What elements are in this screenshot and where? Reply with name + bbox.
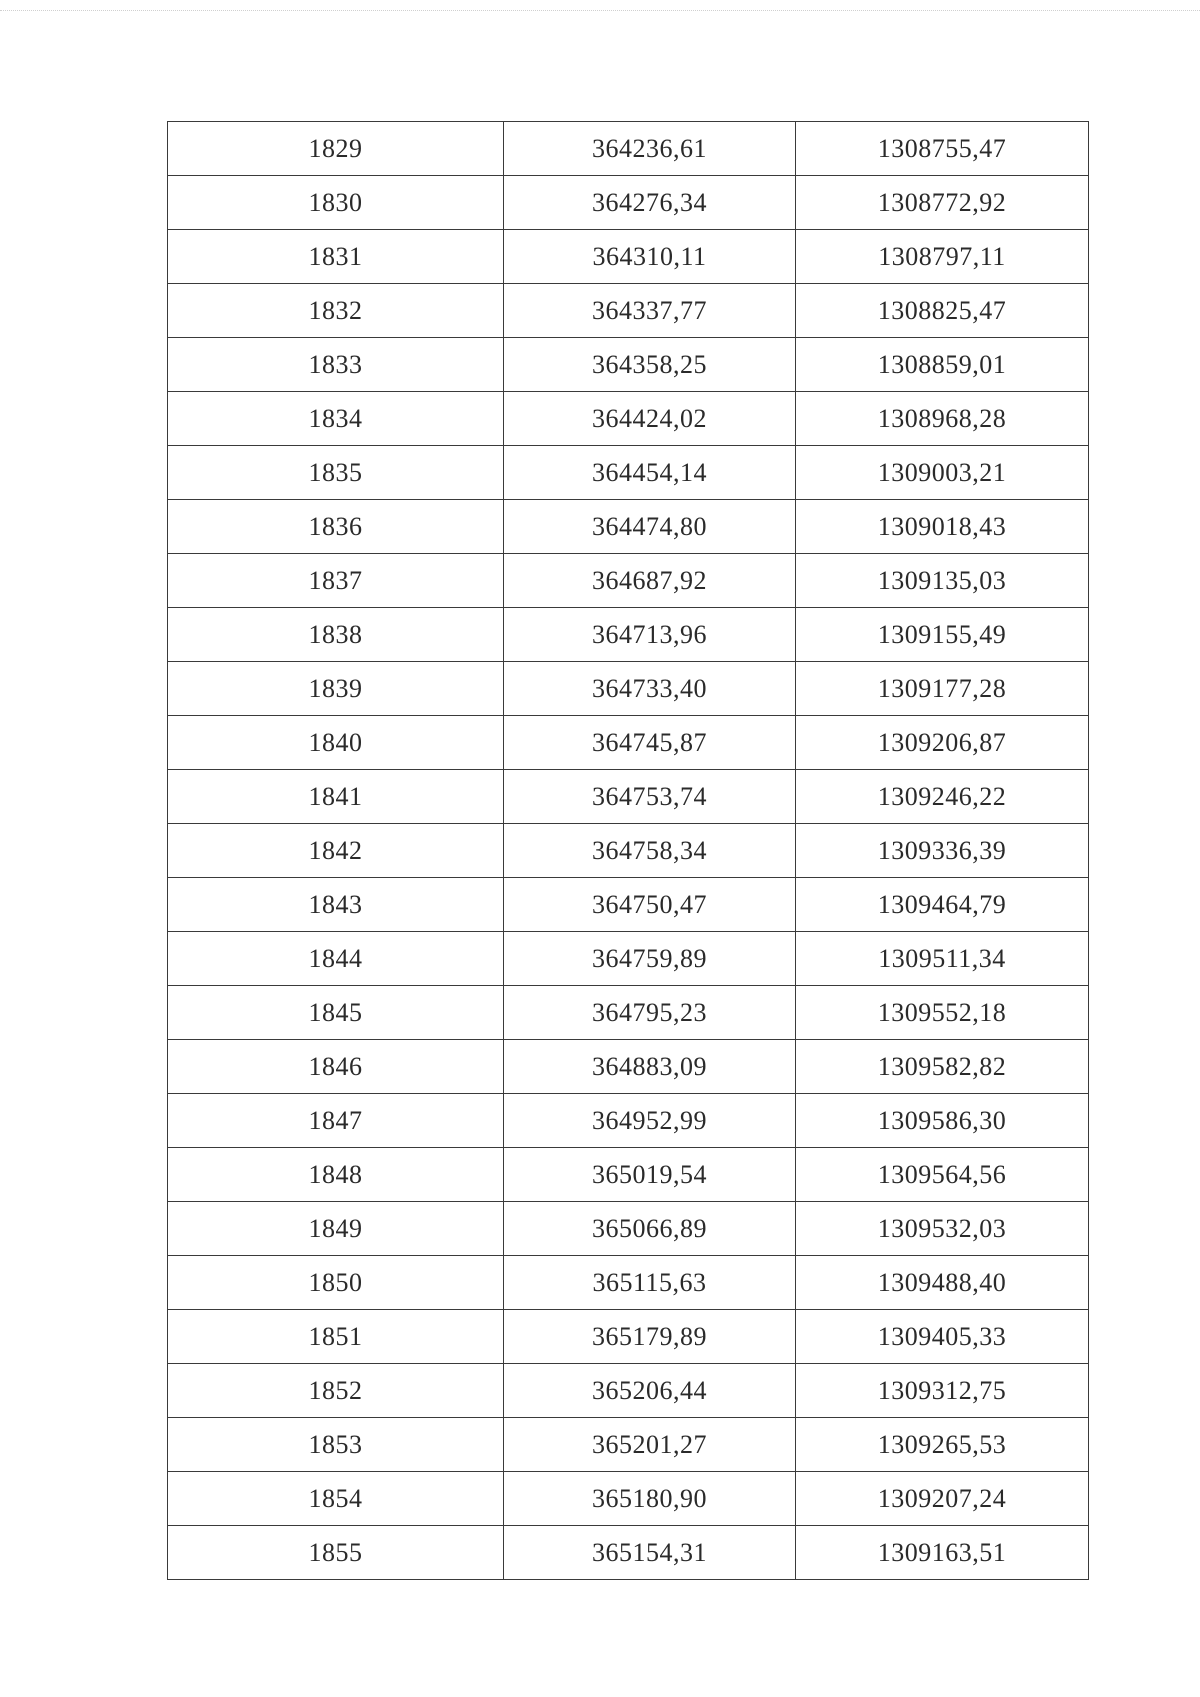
- point-number-cell: 1854: [168, 1472, 504, 1526]
- x-coordinate-cell: 364758,34: [504, 824, 796, 878]
- x-coordinate-cell: 364424,02: [504, 392, 796, 446]
- table-row: [168, 284, 1089, 338]
- x-coordinate-cell: 364795,23: [504, 986, 796, 1040]
- point-number-cell: 1843: [168, 878, 504, 932]
- table-row: [168, 1364, 1089, 1418]
- y-coordinate-cell: 1309155,49: [796, 608, 1089, 662]
- table-row: [168, 1040, 1089, 1094]
- point-number-cell: 1836: [168, 500, 504, 554]
- x-coordinate-cell: 364759,89: [504, 932, 796, 986]
- y-coordinate-cell: 1308968,28: [796, 392, 1089, 446]
- x-coordinate-cell: 364687,92: [504, 554, 796, 608]
- table-row: [168, 1094, 1089, 1148]
- y-coordinate-cell: 1308797,11: [796, 230, 1089, 284]
- y-coordinate-cell: 1309177,28: [796, 662, 1089, 716]
- x-coordinate-cell: 364310,11: [504, 230, 796, 284]
- x-coordinate-cell: 364745,87: [504, 716, 796, 770]
- table-row: [168, 122, 1089, 176]
- point-number-cell: 1837: [168, 554, 504, 608]
- table-row: [168, 1310, 1089, 1364]
- table-row: [168, 338, 1089, 392]
- point-number-cell: 1835: [168, 446, 504, 500]
- point-number-cell: 1849: [168, 1202, 504, 1256]
- point-number-cell: 1847: [168, 1094, 504, 1148]
- y-coordinate-cell: 1309464,79: [796, 878, 1089, 932]
- point-number-cell: 1855: [168, 1526, 504, 1580]
- table-row: [168, 554, 1089, 608]
- y-coordinate-cell: 1309488,40: [796, 1256, 1089, 1310]
- table-row: [168, 1256, 1089, 1310]
- x-coordinate-cell: 364337,77: [504, 284, 796, 338]
- x-coordinate-cell: 364276,34: [504, 176, 796, 230]
- y-coordinate-cell: 1309511,34: [796, 932, 1089, 986]
- point-number-cell: 1852: [168, 1364, 504, 1418]
- table-row: [168, 878, 1089, 932]
- x-coordinate-cell: 365154,31: [504, 1526, 796, 1580]
- y-coordinate-cell: 1309564,56: [796, 1148, 1089, 1202]
- table-row: [168, 176, 1089, 230]
- y-coordinate-cell: 1308825,47: [796, 284, 1089, 338]
- table-row: [168, 1526, 1089, 1580]
- table-row: [168, 770, 1089, 824]
- table-row: [168, 1148, 1089, 1202]
- x-coordinate-cell: 364753,74: [504, 770, 796, 824]
- y-coordinate-cell: 1308755,47: [796, 122, 1089, 176]
- point-number-cell: 1839: [168, 662, 504, 716]
- table-row: [168, 446, 1089, 500]
- y-coordinate-cell: 1309265,53: [796, 1418, 1089, 1472]
- point-number-cell: 1831: [168, 230, 504, 284]
- point-number-cell: 1841: [168, 770, 504, 824]
- x-coordinate-cell: 364883,09: [504, 1040, 796, 1094]
- table-row: [168, 986, 1089, 1040]
- table-row: [168, 824, 1089, 878]
- table-row: [168, 608, 1089, 662]
- x-coordinate-cell: 365019,54: [504, 1148, 796, 1202]
- y-coordinate-cell: 1309163,51: [796, 1526, 1089, 1580]
- y-coordinate-cell: 1309246,22: [796, 770, 1089, 824]
- point-number-cell: 1846: [168, 1040, 504, 1094]
- point-number-cell: 1838: [168, 608, 504, 662]
- table-row: [168, 392, 1089, 446]
- y-coordinate-cell: 1309207,24: [796, 1472, 1089, 1526]
- table-row: [168, 230, 1089, 284]
- point-number-cell: 1844: [168, 932, 504, 986]
- x-coordinate-cell: 364952,99: [504, 1094, 796, 1148]
- x-coordinate-cell: 365115,63: [504, 1256, 796, 1310]
- x-coordinate-cell: 364713,96: [504, 608, 796, 662]
- table-row: [168, 1472, 1089, 1526]
- point-number-cell: 1840: [168, 716, 504, 770]
- table-row: [168, 500, 1089, 554]
- point-number-cell: 1850: [168, 1256, 504, 1310]
- y-coordinate-cell: 1309582,82: [796, 1040, 1089, 1094]
- point-number-cell: 1833: [168, 338, 504, 392]
- x-coordinate-cell: 365179,89: [504, 1310, 796, 1364]
- y-coordinate-cell: 1309003,21: [796, 446, 1089, 500]
- table-row: [168, 932, 1089, 986]
- x-coordinate-cell: 365206,44: [504, 1364, 796, 1418]
- x-coordinate-cell: 364236,61: [504, 122, 796, 176]
- x-coordinate-cell: 364454,14: [504, 446, 796, 500]
- table-row: [168, 662, 1089, 716]
- y-coordinate-cell: 1309206,87: [796, 716, 1089, 770]
- y-coordinate-cell: 1309586,30: [796, 1094, 1089, 1148]
- y-coordinate-cell: 1309405,33: [796, 1310, 1089, 1364]
- coordinates-table: [167, 121, 1089, 1580]
- point-number-cell: 1830: [168, 176, 504, 230]
- y-coordinate-cell: 1309312,75: [796, 1364, 1089, 1418]
- y-coordinate-cell: 1309018,43: [796, 500, 1089, 554]
- y-coordinate-cell: 1308772,92: [796, 176, 1089, 230]
- point-number-cell: 1834: [168, 392, 504, 446]
- scan-edge-line: [0, 10, 1200, 11]
- y-coordinate-cell: 1309552,18: [796, 986, 1089, 1040]
- y-coordinate-cell: 1309532,03: [796, 1202, 1089, 1256]
- point-number-cell: 1829: [168, 122, 504, 176]
- y-coordinate-cell: 1309135,03: [796, 554, 1089, 608]
- table-row: [168, 716, 1089, 770]
- x-coordinate-cell: 364750,47: [504, 878, 796, 932]
- table-row: [168, 1202, 1089, 1256]
- point-number-cell: 1851: [168, 1310, 504, 1364]
- y-coordinate-cell: 1309336,39: [796, 824, 1089, 878]
- x-coordinate-cell: 364474,80: [504, 500, 796, 554]
- point-number-cell: 1845: [168, 986, 504, 1040]
- point-number-cell: 1848: [168, 1148, 504, 1202]
- point-number-cell: 1832: [168, 284, 504, 338]
- point-number-cell: 1842: [168, 824, 504, 878]
- x-coordinate-cell: 364733,40: [504, 662, 796, 716]
- x-coordinate-cell: 365180,90: [504, 1472, 796, 1526]
- y-coordinate-cell: 1308859,01: [796, 338, 1089, 392]
- x-coordinate-cell: 365201,27: [504, 1418, 796, 1472]
- x-coordinate-cell: 364358,25: [504, 338, 796, 392]
- table-row: [168, 1418, 1089, 1472]
- x-coordinate-cell: 365066,89: [504, 1202, 796, 1256]
- point-number-cell: 1853: [168, 1418, 504, 1472]
